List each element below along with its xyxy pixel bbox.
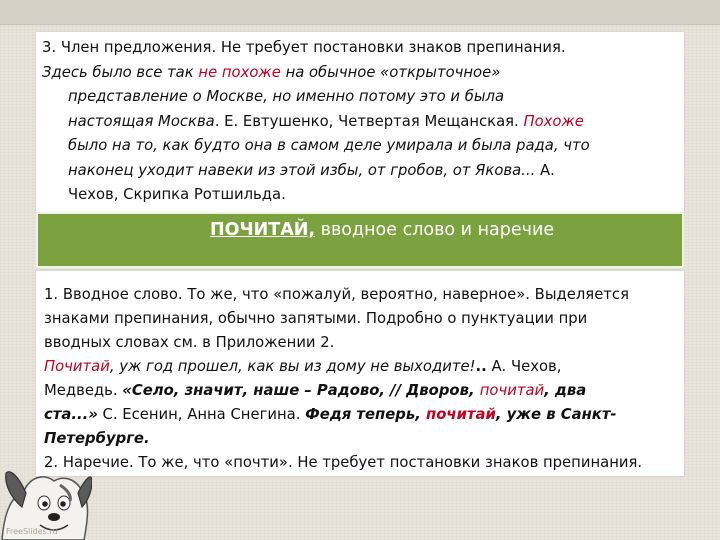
- example-text: «Село, значит, наше – Радово, // Дворов,: [122, 382, 480, 399]
- example-1-line-2: [68, 85, 504, 110]
- source-text: А. Чехов,: [486, 358, 562, 375]
- heading-word: ПОЧИТАЙ,: [210, 220, 316, 240]
- section-3-panel: [36, 32, 684, 212]
- source-text: С. Есенин, Анна Снегина.: [97, 406, 306, 423]
- example-3-line-4: [44, 427, 150, 452]
- example-text: представление о Москве, но именно потому это и была: [68, 88, 505, 105]
- top-strip: [0, 0, 720, 25]
- example-3-line-2: [44, 379, 586, 404]
- source-text: Медведь.: [44, 382, 123, 399]
- definition-1-line-3: [44, 331, 334, 356]
- example-text: Федя теперь,: [305, 406, 427, 423]
- example-text: Петербурге.: [44, 430, 150, 447]
- example-text: , уж год прошел, как вы из дому не выходите!: [109, 358, 476, 375]
- definition-text: знаками препинания, обычно запятыми. Подробно о пунктуации при: [44, 310, 588, 327]
- example-1-line-3: [68, 110, 584, 135]
- example-text: было на то, как будто она в самом деле умирала и была рада, что: [68, 137, 590, 154]
- example-2-line-2: [68, 159, 555, 184]
- example-1-line-1: [42, 61, 500, 86]
- source-text: . Е. Евтушенко, Четвертая Мещанская.: [214, 113, 524, 130]
- definition-1-line-2: [44, 307, 587, 332]
- section-header-bar: [36, 212, 684, 268]
- section-heading: [210, 220, 554, 240]
- example-text: настоящая Москва: [68, 113, 215, 130]
- heading-rest: вводное слово и наречие: [315, 220, 555, 240]
- footer-watermark: FreeSlides.ru: [6, 527, 58, 536]
- example-text: , уже в Санкт-: [495, 406, 617, 423]
- example-2-line-1: [68, 134, 590, 159]
- definition-1-line-1: [44, 283, 629, 308]
- definition-text: 1. Вводное слово. То же, что «пожалуй, вероятно, наверное». Выделяется: [44, 286, 629, 303]
- example-2-line-3: [68, 183, 286, 208]
- example-text: ста...»: [44, 406, 98, 423]
- section-3-title: [42, 36, 566, 61]
- example-text: ..: [475, 358, 487, 375]
- highlight-word: Похоже: [523, 113, 584, 130]
- example-text: на обычное «открыточное»: [280, 64, 501, 81]
- example-text: , два: [544, 382, 587, 399]
- example-text: наконец уходит навеки из этой избы, от гробов, от Якова...: [68, 162, 536, 179]
- example-3-line-1: [44, 355, 561, 380]
- section-3-title-text: 3. Член предложения. Не требует постановки знаков препинания.: [42, 39, 566, 56]
- highlight-word: почитай: [426, 406, 496, 423]
- definitions-panel: [36, 271, 684, 476]
- definition-text: 2. Наречие. То же, что «почти». Не требует постановки знаков препинания.: [44, 454, 643, 471]
- highlight-word: не похоже: [198, 64, 281, 81]
- example-text: Здесь было все так: [42, 64, 199, 81]
- example-3-line-3: [44, 403, 617, 428]
- source-text: А.: [535, 162, 555, 179]
- definition-text: вводных словах см. в Приложении 2.: [44, 334, 335, 351]
- highlight-word: почитай: [479, 382, 545, 399]
- source-text: Чехов, Скрипка Ротшильда.: [68, 186, 286, 203]
- definition-2: [44, 451, 642, 476]
- highlight-word: Почитай: [44, 358, 110, 375]
